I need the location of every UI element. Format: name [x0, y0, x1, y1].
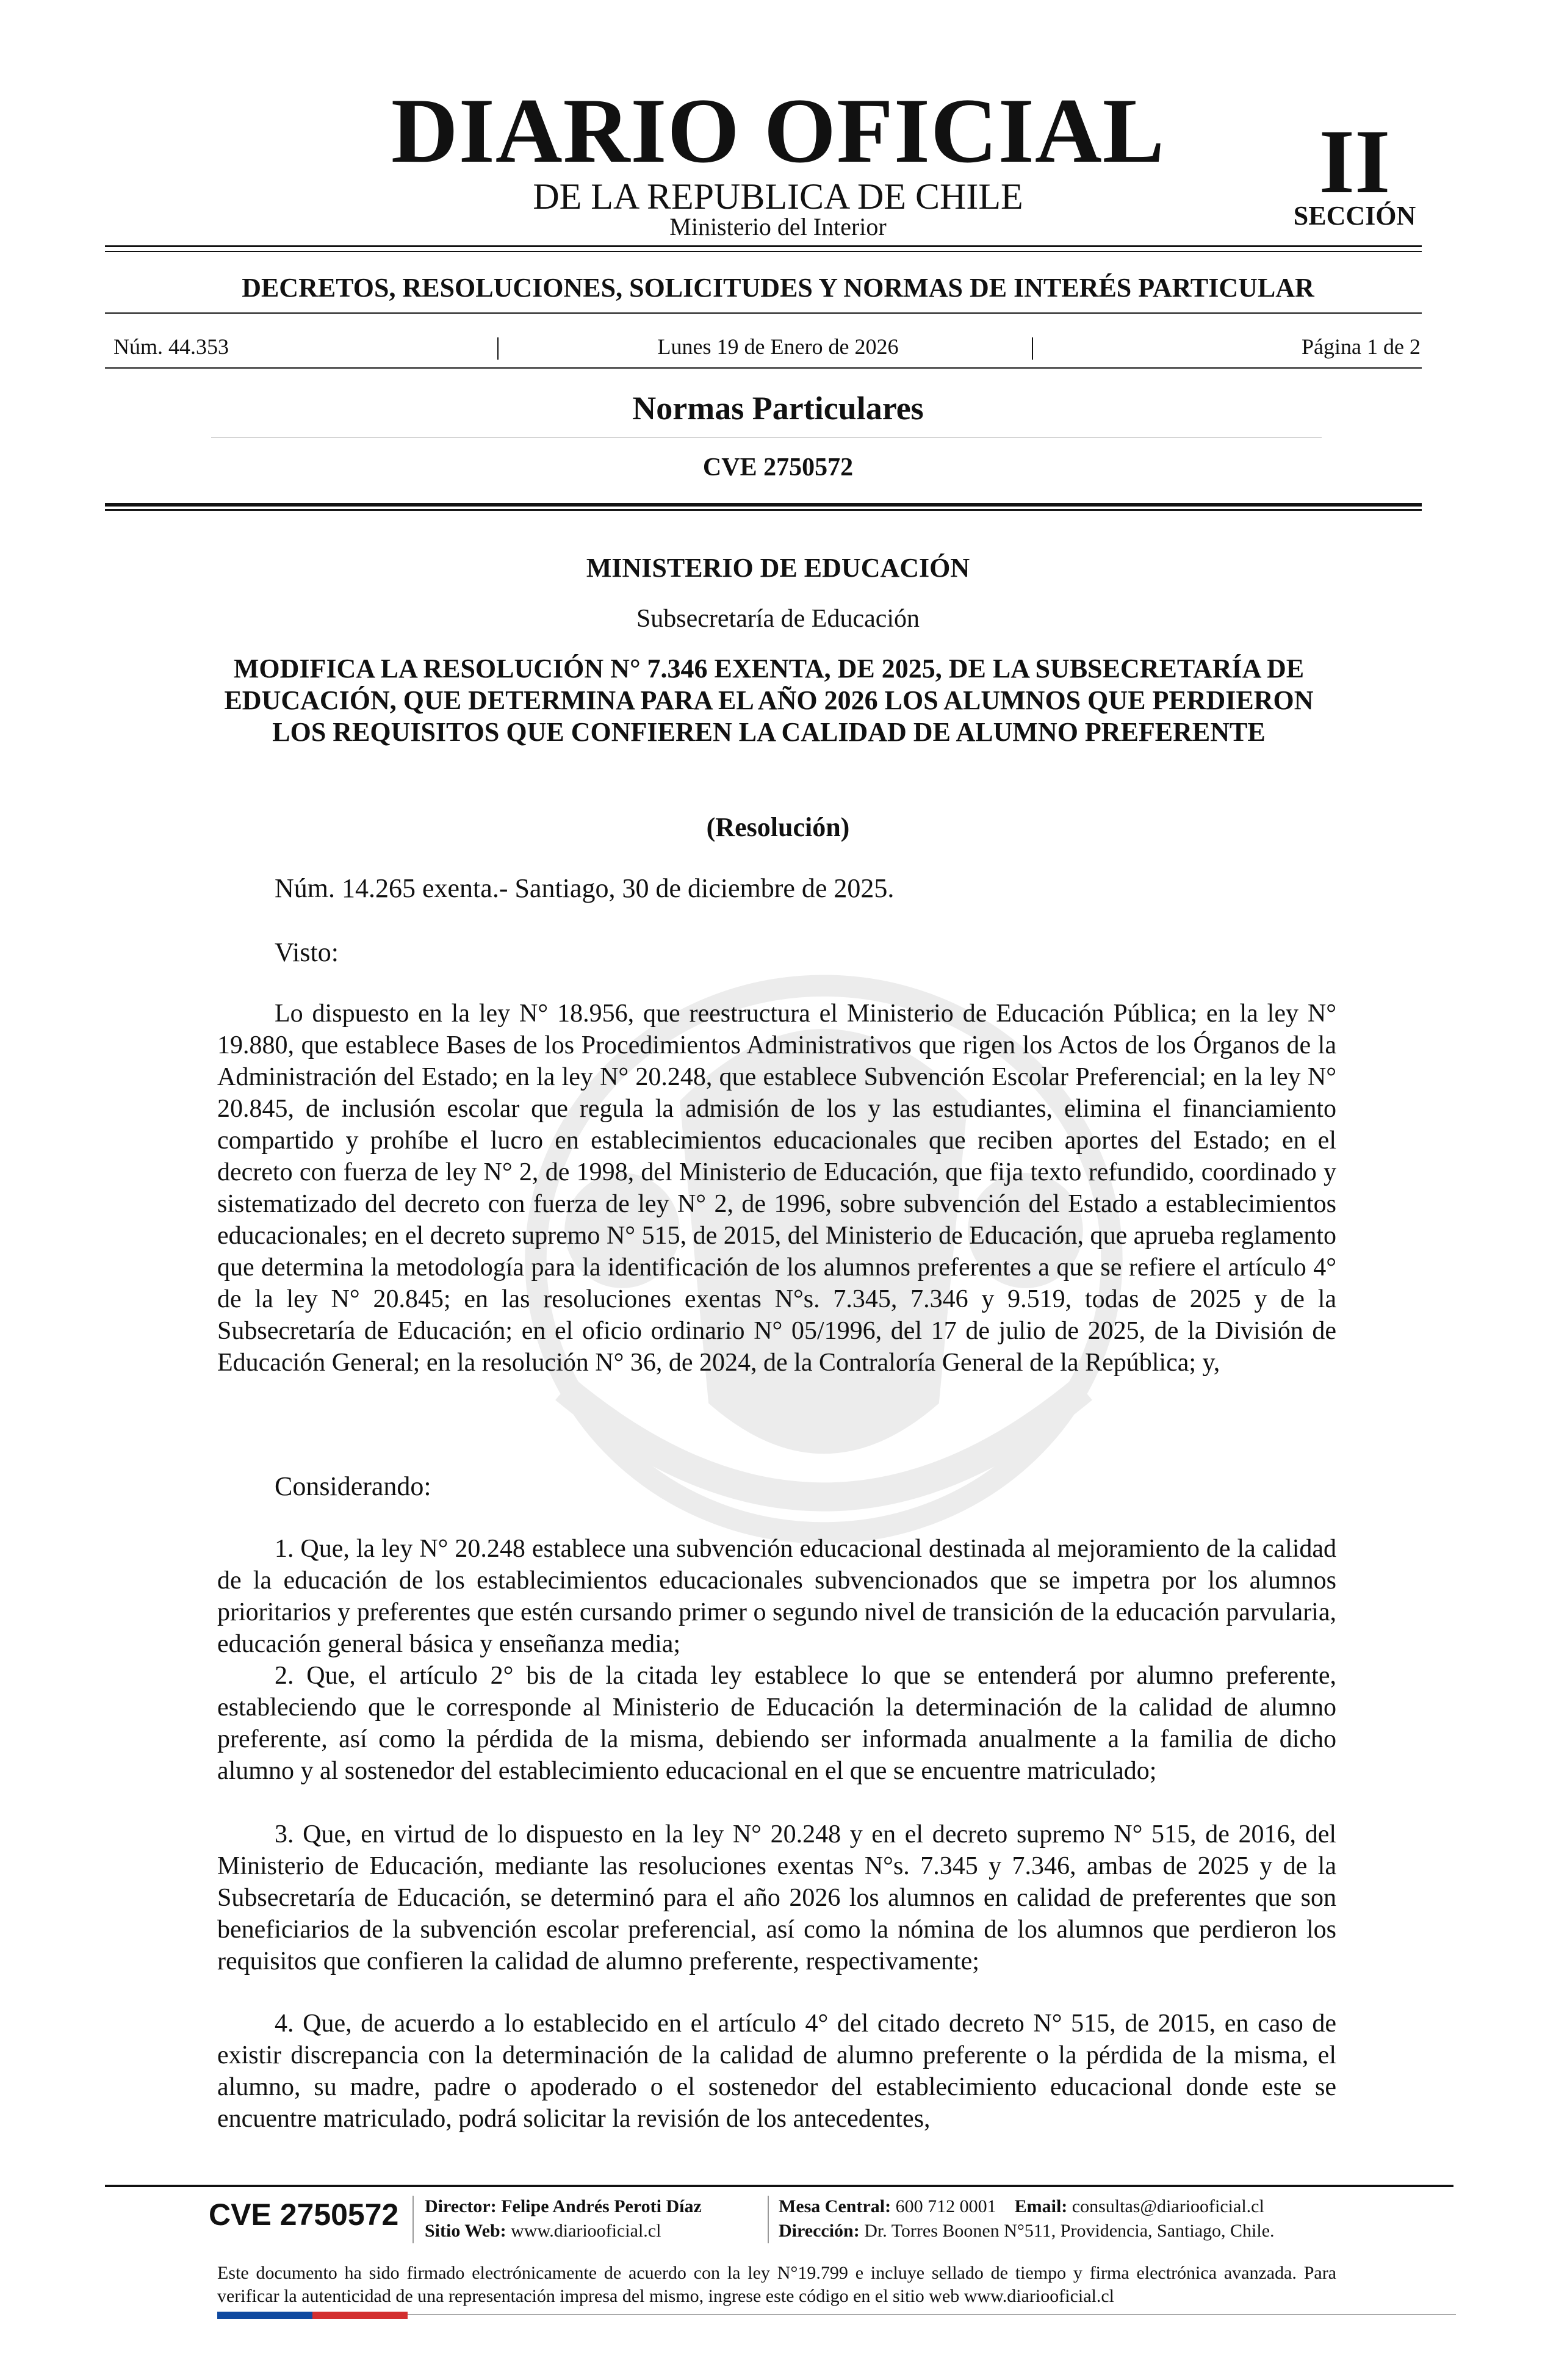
director-name: Felipe Andrés Peroti Díaz	[501, 2196, 702, 2216]
separator: |	[495, 333, 501, 360]
footer-divider	[768, 2196, 769, 2243]
flag-stripe-blue	[217, 2312, 312, 2319]
top-rule	[105, 245, 1422, 247]
considerando-label: Considerando:	[275, 1471, 431, 1501]
heavy-rule	[105, 503, 1422, 507]
site-link[interactable]: www.diariooficial.cl	[511, 2221, 661, 2241]
masthead-title: DIARIO OFICIAL	[391, 79, 1165, 182]
issue-date: Lunes 19 de Enero de 2026	[657, 334, 899, 359]
footer-divider	[412, 2196, 414, 2243]
info-rule	[105, 367, 1422, 369]
considerando-item: 1. Que, la ley N° 20.248 establece una subvención educacional destinada al mejoramiento de la calidad de la educación de los establecimientos educacionales subvencionados que se impetra por los alumnos prioritarios y preferentes que estén cursando primer o segundo nivel de transición de la educación parvularia, educación general básica y enseñanza media;	[217, 1535, 1336, 1658]
cve-code: CVE 2750572	[702, 453, 854, 481]
masthead-ministry: Ministerio del Interior	[669, 213, 887, 240]
resolution-title: MODIFICA LA RESOLUCIÓN N° 7.346 EXENTA, DE 2025, DE LA SUBSECRETARÍA DE EDUCACIÓN, QUE DETERMINA PARA EL AÑO 2026 LOS ALUMNOS QUE PERDIERON LOS REQUISITOS QUE CONFIEREN LA CALIDAD DE ALUMNO PREFERENTE	[224, 654, 1314, 747]
footer-disclaimer: Este documento ha sido firmado electrónicamente de acuerdo con la ley N°19.799 e incluye sellado de tiempo y firma electrónica avanzada. Para verificar la autenticidad de una representación impresa del mismo, ingrese este código en el sitio web www.diariooficial.cl	[217, 2263, 1336, 2306]
ministry-heading: MINISTERIO DE EDUCACIÓN	[586, 553, 970, 583]
considerando-item: 4. Que, de acuerdo a lo establecido en el artículo 4° del citado decreto N° 515, de 2015, en caso de existir discrepancia con la determinación de la calidad de alumno preferente o la pérdida de la misma, el alumno, su madre, padre o apoderado o el sostenedor del establecimiento educacional donde este se encuentre matriculado, podrá solicitar la revisión de los antecedentes,	[217, 2010, 1336, 2133]
footer-contact	[779, 2194, 1275, 2243]
category-heading: DECRETOS, RESOLUCIONES, SOLICITUDES Y NORMAS DE INTERÉS PARTICULAR	[242, 273, 1314, 303]
section-label: SECCIÓN	[1293, 201, 1416, 231]
footer-director	[425, 2194, 702, 2243]
issue-number: Núm. 44.353	[113, 334, 229, 359]
category-rule	[105, 312, 1422, 314]
visto-paragraph: Lo dispuesto en la ley N° 18.956, que reestructura el Ministerio de Educación Pública; en la ley N° 19.880, que establece Bases de los Procedimientos Administrativos que rigen los Actos de los Órganos de la Administración del Estado; en la ley N° 20.248, que establece Subvención Escolar Preferencial; en la ley N° 20.845, de inclusión escolar que regula la admisión de los y las estudiantes, elimina el financiamiento compartido y prohíbe el lucro en establecimientos educacionales que reciben aportes del Estado; en el decreto con fuerza de ley N° 2, de 1998, del Ministerio de Educación, que fija texto refundido, coordinado y sistematizado del decreto con fuerza de ley N° 2, de 1996, sobre subvención del Estado a establecimientos educacionales; en el decreto supremo N° 515, de 2015, del Ministerio de Educación, que aprueba reglamento que determina la metodología para la identificación de los alumnos preferentes a que se refiere el artículo 4° de la ley N° 20.845; en las resoluciones exentas N°s. 7.345, 7.346 y 9.519, todas de 2025 y de la Subsecretaría de Educación; en el oficio ordinario N° 05/1996, del 17 de julio de 2025, de la División de Educación General; en la resolución N° 36, de 2024, de la Contraloría General de la República; y,	[217, 1000, 1336, 1377]
flag-stripe-red	[312, 2312, 408, 2319]
section-rule	[211, 437, 1322, 438]
section-title: Normas Particulares	[632, 390, 924, 427]
phone-value: 600 712 0001	[895, 2196, 996, 2216]
separator: |	[1030, 333, 1036, 360]
email-link[interactable]: consultas@diariooficial.cl	[1072, 2196, 1264, 2216]
footer-rule	[105, 2185, 1453, 2187]
visto-label: Visto:	[275, 937, 339, 967]
section-number: II	[1319, 111, 1391, 212]
email-label: Email:	[1014, 2196, 1068, 2216]
document-type: (Resolución)	[706, 812, 850, 842]
masthead-subtitle: DE LA REPUBLICA DE CHILE	[533, 176, 1023, 217]
address-value: Dr. Torres Boonen N°511, Providencia, Santiago, Chile.	[864, 2221, 1275, 2241]
considerando-item: 3. Que, en virtud de lo dispuesto en la ley N° 20.248 y en el decreto supremo N° 515, de 2016, del Ministerio de Educación, mediante las resoluciones exentas N°s. 7.345 y 7.346, ambas de 2025 y de la Subsecretaría de Educación, se determinó para el año 2026 los alumnos en calidad de preferentes que son beneficiarios de la subvención escolar preferencial, así como la nómina de los alumnos que perdieron los requisitos que confieren la calidad de alumno preferente, respectivamente;	[217, 1820, 1336, 1975]
heavy-rule-thin	[105, 509, 1422, 511]
site-label: Sitio Web:	[425, 2221, 506, 2241]
top-rule-thin	[105, 251, 1422, 252]
considerando-item: 2. Que, el artículo 2° bis de la citada ley establece lo que se entenderá por alumno preferente, estableciendo que le corresponde al Ministerio de Educación la determinación de la calidad de alumno preferente, así como la pérdida de la misma, debiendo ser informada anualmente a la familia de dicho alumno y al sostenedor del establecimiento educacional en el que se encuentre matriculado;	[217, 1662, 1336, 1785]
address-label: Dirección:	[779, 2221, 860, 2241]
footer-cve: CVE 2750572	[209, 2198, 399, 2232]
resolution-number: Núm. 14.265 exenta.- Santiago, 30 de diciembre de 2025.	[275, 873, 895, 903]
director-label: Director:	[425, 2196, 497, 2216]
phone-label: Mesa Central:	[779, 2196, 891, 2216]
page-indicator: Página 1 de 2	[1302, 334, 1421, 359]
subsecretariat: Subsecretaría de Educación	[636, 605, 920, 633]
